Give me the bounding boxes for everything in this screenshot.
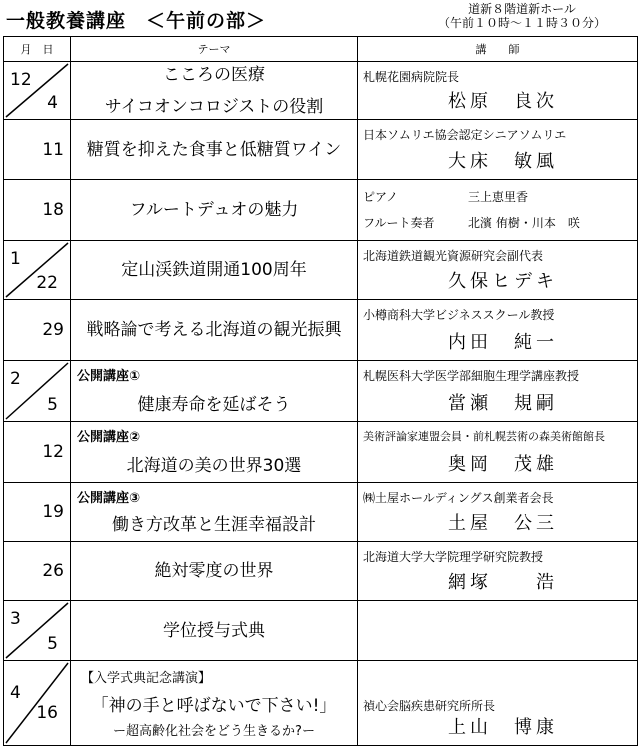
lecturer-name: 大床 敏風 bbox=[448, 151, 558, 172]
theme-cell bbox=[71, 422, 357, 482]
month: 12 bbox=[10, 70, 32, 90]
lecturer-cell bbox=[358, 300, 637, 360]
performer-name: 北濱 侑樹・川本 咲 bbox=[468, 216, 580, 230]
column-header-lecturer: 講 師 bbox=[358, 37, 638, 62]
venue-name: 道新８階道新ホール bbox=[468, 2, 576, 16]
theme-text: 絶対零度の世界 bbox=[154, 561, 274, 581]
lecturer-cell bbox=[358, 120, 637, 179]
date-cell bbox=[4, 300, 70, 360]
lecturer-role: 北海道大学大学院理学研究院教授 bbox=[363, 550, 544, 564]
performer-name: 三上恵里香 bbox=[468, 190, 529, 204]
theme-cell bbox=[71, 62, 357, 119]
lecturer-name: 土屋 公三 bbox=[448, 513, 558, 534]
table-row bbox=[4, 661, 638, 746]
day: 11 bbox=[42, 139, 64, 160]
schedule-table bbox=[3, 36, 638, 746]
date-cell bbox=[4, 241, 70, 299]
venue-time: （午前１０時～１１時３０分） bbox=[437, 16, 606, 30]
theme-subtitle: ー超高齢化社会をどう生きるか?ー bbox=[113, 724, 315, 739]
theme-cell bbox=[71, 180, 357, 240]
commemorative-lecture-label: 【入学式典記念講演】 bbox=[81, 671, 212, 686]
theme-text: 学位授与式典 bbox=[163, 620, 265, 641]
table-row bbox=[4, 483, 638, 542]
date-cell bbox=[4, 483, 70, 541]
month: 3 bbox=[10, 609, 21, 629]
theme-text bbox=[71, 59, 357, 123]
table-row bbox=[4, 601, 638, 661]
lecturer-role: 美術評論家連盟会員・前札幌芸術の森美術館館長 bbox=[363, 430, 605, 443]
month: 2 bbox=[10, 369, 21, 389]
theme-cell bbox=[71, 483, 357, 541]
page-title: 一般教養講座 ＜午前の部＞ bbox=[6, 10, 267, 32]
lecturer-role: 札幌医科大学医学部細胞生理学講座教授 bbox=[363, 369, 580, 383]
table-row bbox=[4, 300, 638, 361]
day: 4 bbox=[47, 93, 58, 113]
day: 22 bbox=[36, 273, 58, 293]
public-lecture-label: 公開講座① bbox=[77, 369, 141, 384]
performer-piano bbox=[363, 188, 528, 205]
date-cell bbox=[4, 120, 70, 179]
venue-info bbox=[438, 2, 606, 30]
month: 4 bbox=[10, 683, 21, 703]
date-cell bbox=[4, 601, 70, 660]
column-header-theme: テーマ bbox=[71, 37, 358, 62]
lecturer-name: 奥岡 茂雄 bbox=[448, 454, 558, 475]
theme-text: 糖質を抑えた食事と低糖質ワイン bbox=[86, 139, 342, 160]
lecturer-cell bbox=[358, 422, 637, 482]
month: 1 bbox=[10, 249, 21, 269]
theme-cell bbox=[71, 361, 357, 421]
lecturer-cell bbox=[358, 62, 637, 119]
theme-cell bbox=[71, 601, 357, 660]
lecturer-name: 網塚 浩 bbox=[448, 572, 558, 593]
lecturer-cell bbox=[358, 601, 637, 660]
column-header-date: 月 日 bbox=[4, 37, 71, 62]
lecturer-cell bbox=[358, 483, 637, 541]
lecturer-cell bbox=[358, 542, 637, 600]
day: 18 bbox=[42, 200, 64, 220]
table-row bbox=[4, 241, 638, 300]
table-row bbox=[4, 542, 638, 601]
day: 29 bbox=[42, 320, 64, 340]
lecturer-name: 久保ヒデキ bbox=[448, 271, 558, 292]
lecturer-cell bbox=[358, 180, 637, 240]
theme-text: 定山渓鉄道開通100周年 bbox=[121, 260, 307, 280]
day: 12 bbox=[42, 442, 64, 462]
date-cell bbox=[4, 542, 70, 600]
lecturer-cell bbox=[358, 241, 637, 299]
theme-cell bbox=[71, 241, 357, 299]
day: 5 bbox=[47, 395, 58, 415]
instrument-label: ピアノ bbox=[363, 190, 399, 204]
date-cell bbox=[4, 361, 70, 421]
date-cell bbox=[4, 661, 70, 745]
instrument-label: フルート奏者 bbox=[363, 216, 435, 230]
public-lecture-label: 公開講座② bbox=[77, 430, 141, 445]
lecturer-name: 上山 博康 bbox=[448, 717, 558, 738]
public-lecture-label: 公開講座③ bbox=[77, 491, 141, 506]
theme-text: 健康寿命を延ばそう bbox=[137, 395, 291, 415]
theme-text: 戦略論で考える北海道の観光振興 bbox=[86, 320, 342, 340]
lecturer-role: 小樽商科大学ビジネススクール教授 bbox=[363, 308, 555, 322]
theme-cell bbox=[71, 120, 357, 179]
lecturer-role: 禎心会脳疾患研究所所長 bbox=[363, 699, 496, 713]
date-cell bbox=[4, 422, 70, 482]
theme-text: フルートデュオの魅力 bbox=[129, 200, 299, 220]
theme-text: 北海道の美の世界30選 bbox=[126, 456, 302, 476]
table-row bbox=[4, 422, 638, 483]
theme-cell bbox=[71, 300, 357, 360]
header bbox=[0, 0, 640, 36]
theme-line-1: こころの医療 bbox=[163, 64, 265, 85]
lecturer-role: ㈱土屋ホールディングス創業者会長 bbox=[363, 491, 554, 505]
table-row bbox=[4, 180, 638, 241]
day: 16 bbox=[36, 703, 58, 723]
lecturer-name: 内田 純一 bbox=[448, 332, 558, 353]
lecturer-role: 札幌花園病院院長 bbox=[363, 70, 460, 84]
table-row bbox=[4, 361, 638, 422]
lecturer-name: 當瀬 規嗣 bbox=[448, 393, 558, 414]
lecturer-name: 松原 良次 bbox=[448, 91, 558, 112]
lecturer-role: 日本ソムリエ協会認定シニアソムリエ bbox=[363, 128, 567, 142]
date-cell bbox=[4, 180, 70, 240]
day: 19 bbox=[42, 502, 64, 522]
performer-flute bbox=[363, 214, 580, 231]
theme-cell bbox=[71, 542, 357, 600]
lecturer-cell bbox=[358, 661, 637, 745]
day: 26 bbox=[42, 561, 64, 581]
table-row bbox=[4, 62, 638, 120]
theme-line-2: サイコオンコロジストの役割 bbox=[104, 96, 324, 117]
theme-cell bbox=[71, 661, 357, 745]
lecturer-cell bbox=[358, 361, 637, 421]
lecturer-role: 北海道鉄道観光資源研究会副代表 bbox=[363, 249, 544, 263]
table-row bbox=[4, 120, 638, 180]
theme-text: 「神の手と呼ばないで下さい!」 bbox=[91, 696, 337, 716]
theme-text: 働き方改革と生涯幸福設計 bbox=[112, 515, 316, 535]
day: 5 bbox=[47, 634, 58, 654]
date-cell bbox=[4, 62, 70, 119]
